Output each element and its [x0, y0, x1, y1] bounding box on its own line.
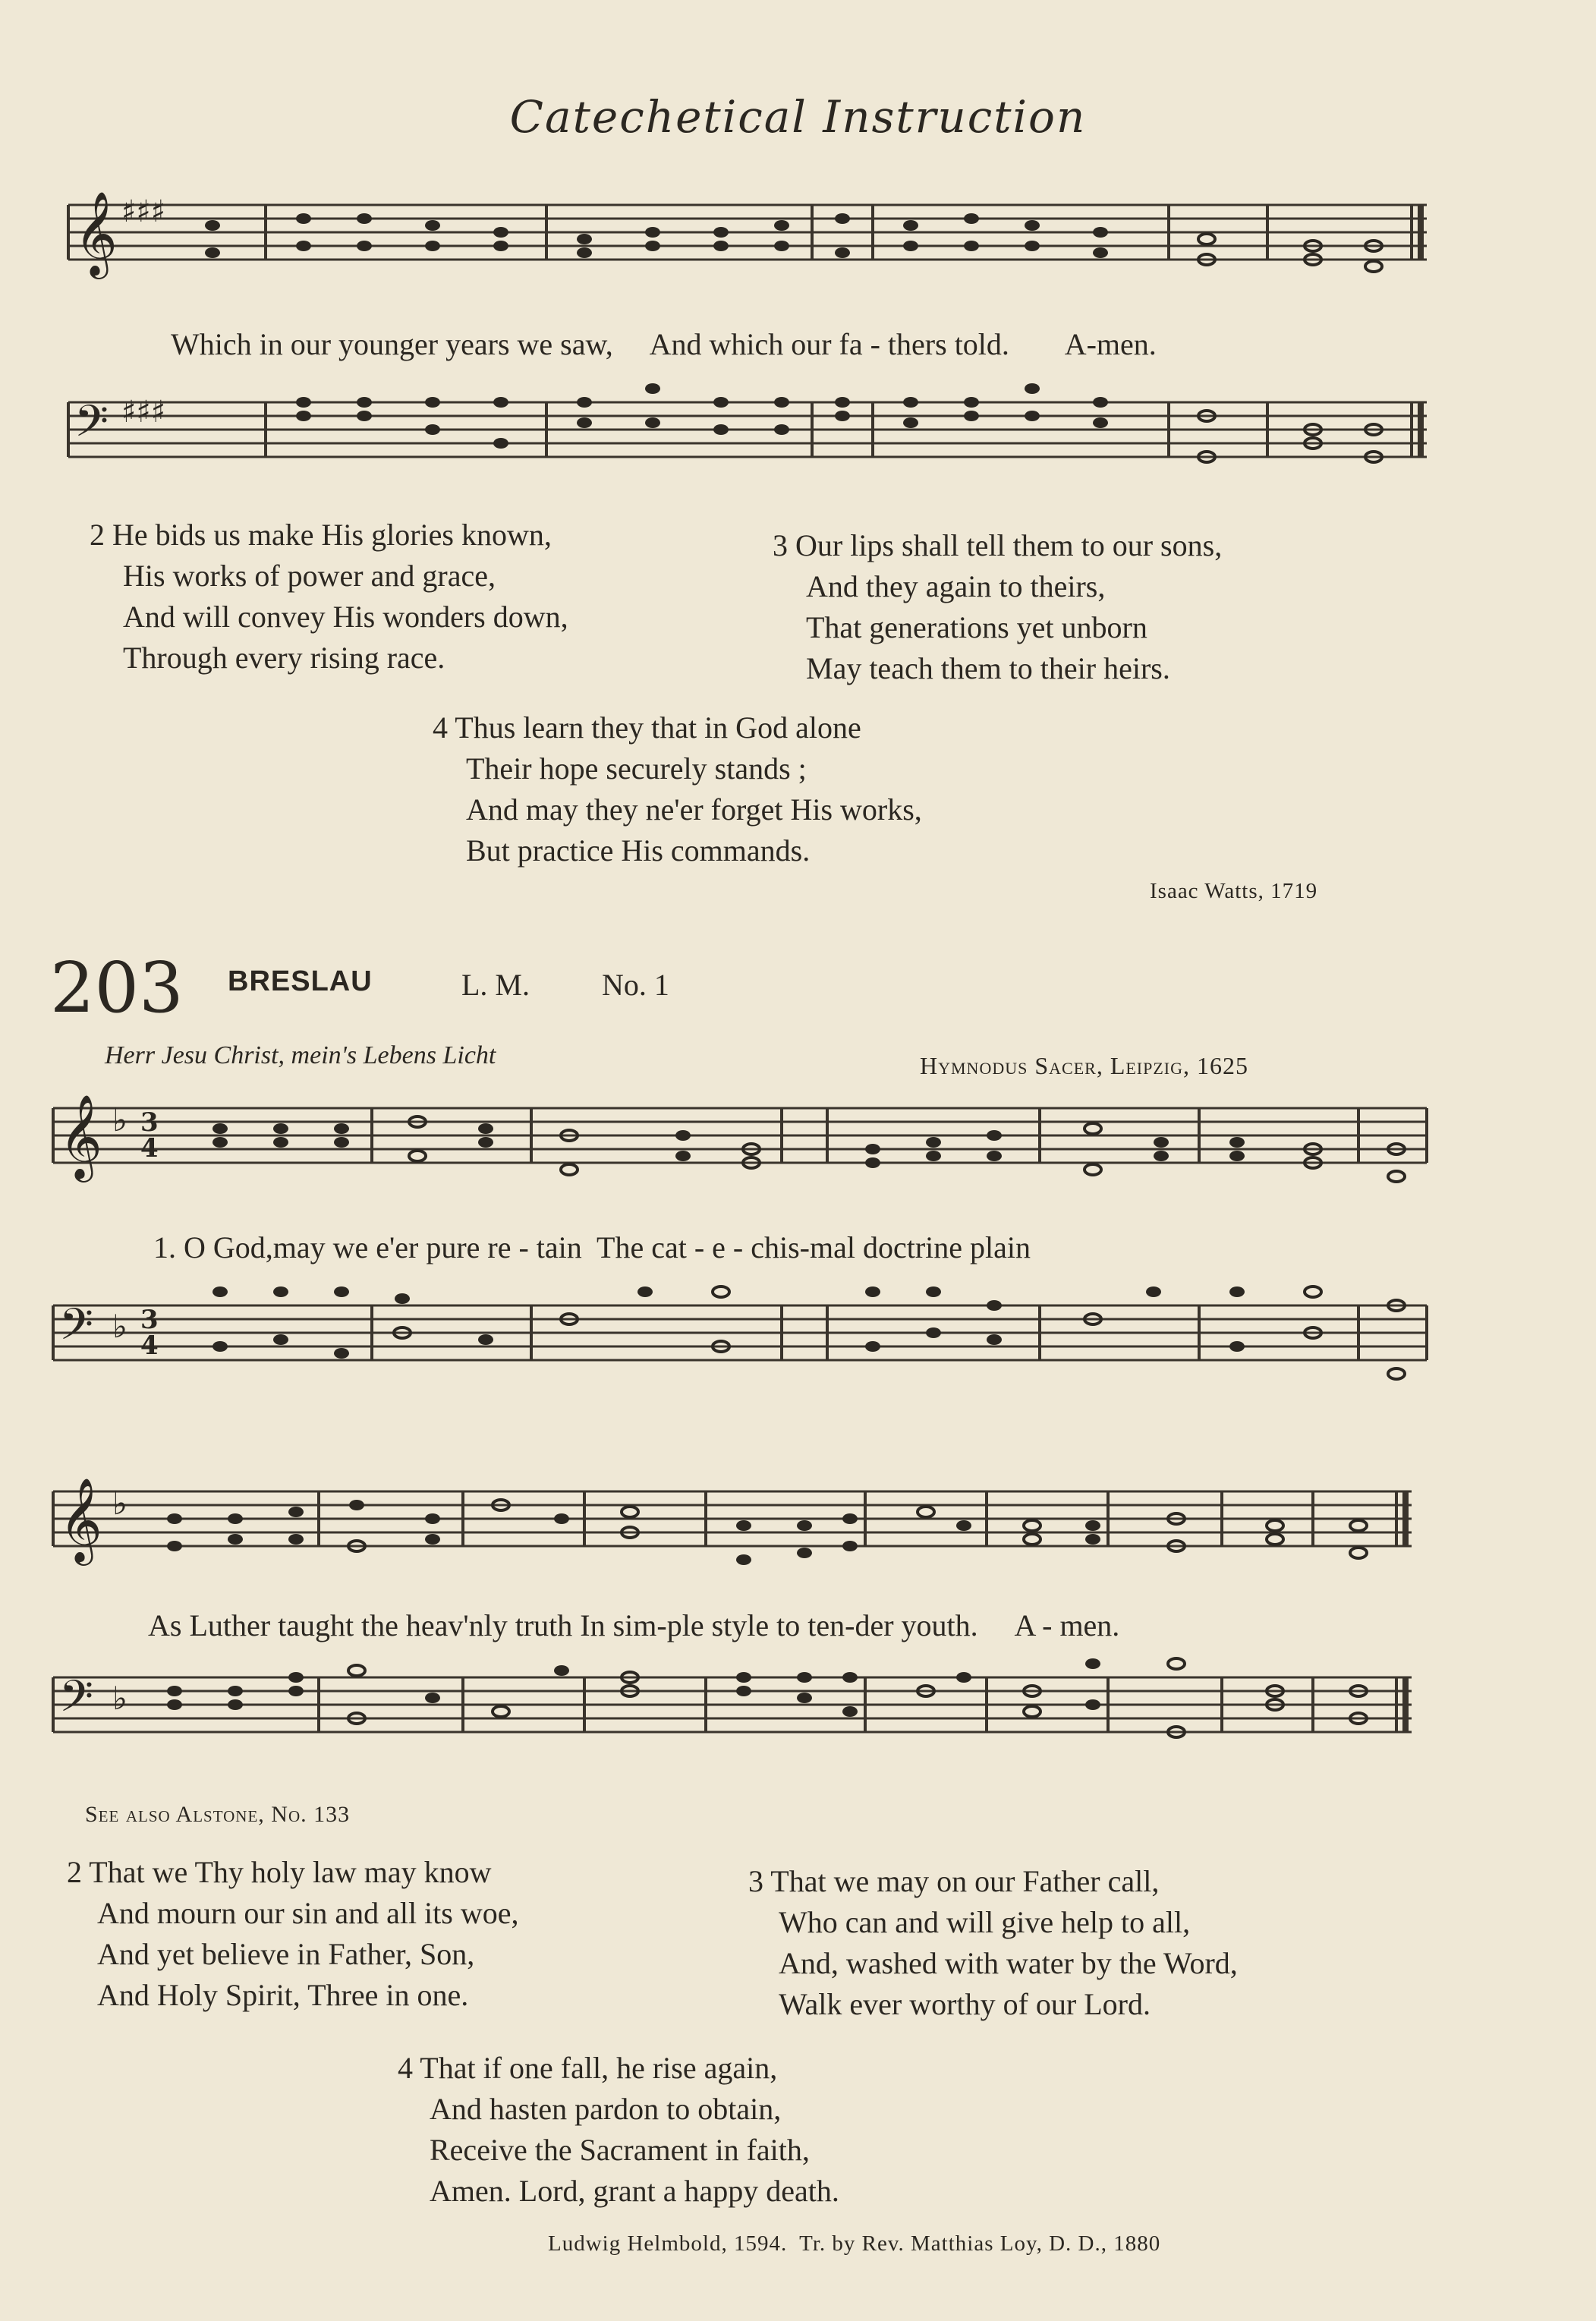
page-header: Catechetical Instruction — [509, 91, 1087, 143]
source-text: Herr Jesu Christ, mein's Lebens Licht — [105, 1041, 496, 1069]
stanza-line: And mourn our sin and all its woe, — [97, 1896, 519, 1930]
stanza-line: Receive the Sacrament in faith, — [430, 2133, 810, 2167]
svg-text:♭: ♭ — [112, 1308, 127, 1345]
author-202: Isaac Watts, 1719 — [1150, 879, 1318, 903]
stanza-number: 2 — [67, 1855, 82, 1889]
svg-text:♭: ♭ — [112, 1680, 127, 1717]
stanza-number: 3 — [773, 528, 788, 562]
lyric-phrase-1: Which in our younger years we saw, — [171, 327, 613, 361]
stanza-line: Through every rising race. — [123, 641, 445, 675]
stanza-line: That we Thy holy law may know — [89, 1855, 492, 1889]
source-music: Hymnodus Sacer, Leipzig, 1625 — [920, 1052, 1249, 1079]
meter: L. M. — [461, 968, 530, 1002]
tune-number: No. 1 — [602, 968, 669, 1002]
stanza-203-4 — [398, 2048, 839, 2212]
svg-text:𝄢: 𝄢 — [59, 1299, 94, 1361]
stanza-line: Their hope securely stands ; — [466, 751, 807, 786]
stanza-line: And will convey His wonders down, — [123, 600, 568, 634]
stanza-line: Our lips shall tell them to our sons, — [795, 528, 1223, 562]
lyric-text: As Luther taught the heav'nly truth In sim-ple style to ten-der youth. — [148, 1608, 978, 1642]
stanza-line: And, washed with water by the Word, — [779, 1946, 1238, 1980]
stanza-202-2 — [90, 515, 568, 679]
stanza-line: His works of power and grace, — [123, 559, 496, 593]
stanza-number: 3 — [748, 1864, 763, 1898]
lyrics-line-203-1 — [153, 1230, 1031, 1265]
stanza-line: But practice His commands. — [466, 833, 811, 868]
see-also: See also Alstone, No. 133 — [85, 1802, 351, 1827]
svg-text:4: 4 — [140, 1133, 159, 1164]
stanza-line: And hasten pardon to obtain, — [430, 2092, 782, 2126]
stanza-line: That generations yet unborn — [806, 610, 1147, 644]
svg-text:♭: ♭ — [112, 1485, 127, 1522]
stanza-line: And Holy Spirit, Three in one. — [97, 1978, 469, 2012]
treble-staff-202 — [53, 175, 1442, 326]
bass-staff-202 — [53, 372, 1442, 516]
svg-text:𝄞: 𝄞 — [59, 1094, 102, 1179]
stanza-line: And they again to theirs, — [806, 569, 1106, 603]
stanza-number: 4 — [433, 710, 448, 745]
stanza-line: Walk ever worthy of our Lord. — [779, 1987, 1151, 2021]
stanza-number: 2 — [90, 518, 105, 552]
stanza-number: 4 — [398, 2051, 413, 2085]
stanza-line: That if one fall, he rise again, — [420, 2051, 778, 2085]
svg-text:4: 4 — [140, 1331, 159, 1361]
stanza-203-2 — [67, 1852, 519, 2016]
stanza-line: Thus learn they that in God alone — [455, 710, 861, 745]
stanza-203-3 — [748, 1861, 1238, 2025]
author-203: Ludwig Helmbold, 1594. Tr. by Rev. Matthias Loy, D. D., 1880 — [548, 2231, 1161, 2256]
svg-text:3: 3 — [140, 1107, 159, 1138]
treble-staff-203-2 — [38, 1461, 1442, 1613]
bass-staff-203-2 — [38, 1647, 1442, 1799]
lyric-phrase-2: And which our fa - thers told. — [649, 327, 1009, 361]
stanza-202-4 — [433, 707, 922, 871]
hymn-number: 203 — [50, 947, 184, 1028]
stanza-line: May teach them to their heirs. — [806, 651, 1170, 685]
stanza-line: Amen. Lord, grant a happy death. — [430, 2174, 839, 2208]
bass-staff-203-1 — [38, 1275, 1442, 1427]
lyric-amen: A-men. — [1064, 327, 1157, 361]
svg-text:𝄞: 𝄞 — [59, 1477, 102, 1562]
lyrics-line-202 — [171, 326, 1157, 362]
lyric-amen: A - men. — [1014, 1608, 1120, 1642]
stanza-line: Who can and will give help to all, — [779, 1905, 1191, 1939]
svg-text:♭: ♭ — [112, 1101, 127, 1138]
stanza-line: And may they ne'er forget His works, — [466, 792, 922, 827]
svg-text:♯♯♯: ♯♯♯ — [121, 194, 166, 229]
stanza-line: He bids us make His glories known, — [112, 518, 552, 552]
svg-text:3: 3 — [140, 1305, 159, 1335]
treble-staff-203-1 — [38, 1078, 1442, 1230]
stanza-202-3 — [773, 525, 1222, 689]
stanza-line: That we may on our Father call, — [770, 1864, 1160, 1898]
stanza-line: And yet believe in Father, Son, — [97, 1937, 475, 1971]
tune-name: BRESLAU — [228, 965, 373, 997]
svg-text:𝄢: 𝄢 — [74, 395, 109, 458]
svg-text:♯♯♯: ♯♯♯ — [121, 395, 166, 430]
verse-number: 1. — [153, 1230, 176, 1264]
lyric-text: O God,may we e'er pure re - tain The cat - e - chis-mal doctrine plain — [184, 1230, 1031, 1264]
svg-text:𝄢: 𝄢 — [59, 1671, 94, 1733]
lyrics-line-203-2 — [148, 1608, 1119, 1643]
svg-text:𝄞: 𝄞 — [74, 191, 118, 276]
